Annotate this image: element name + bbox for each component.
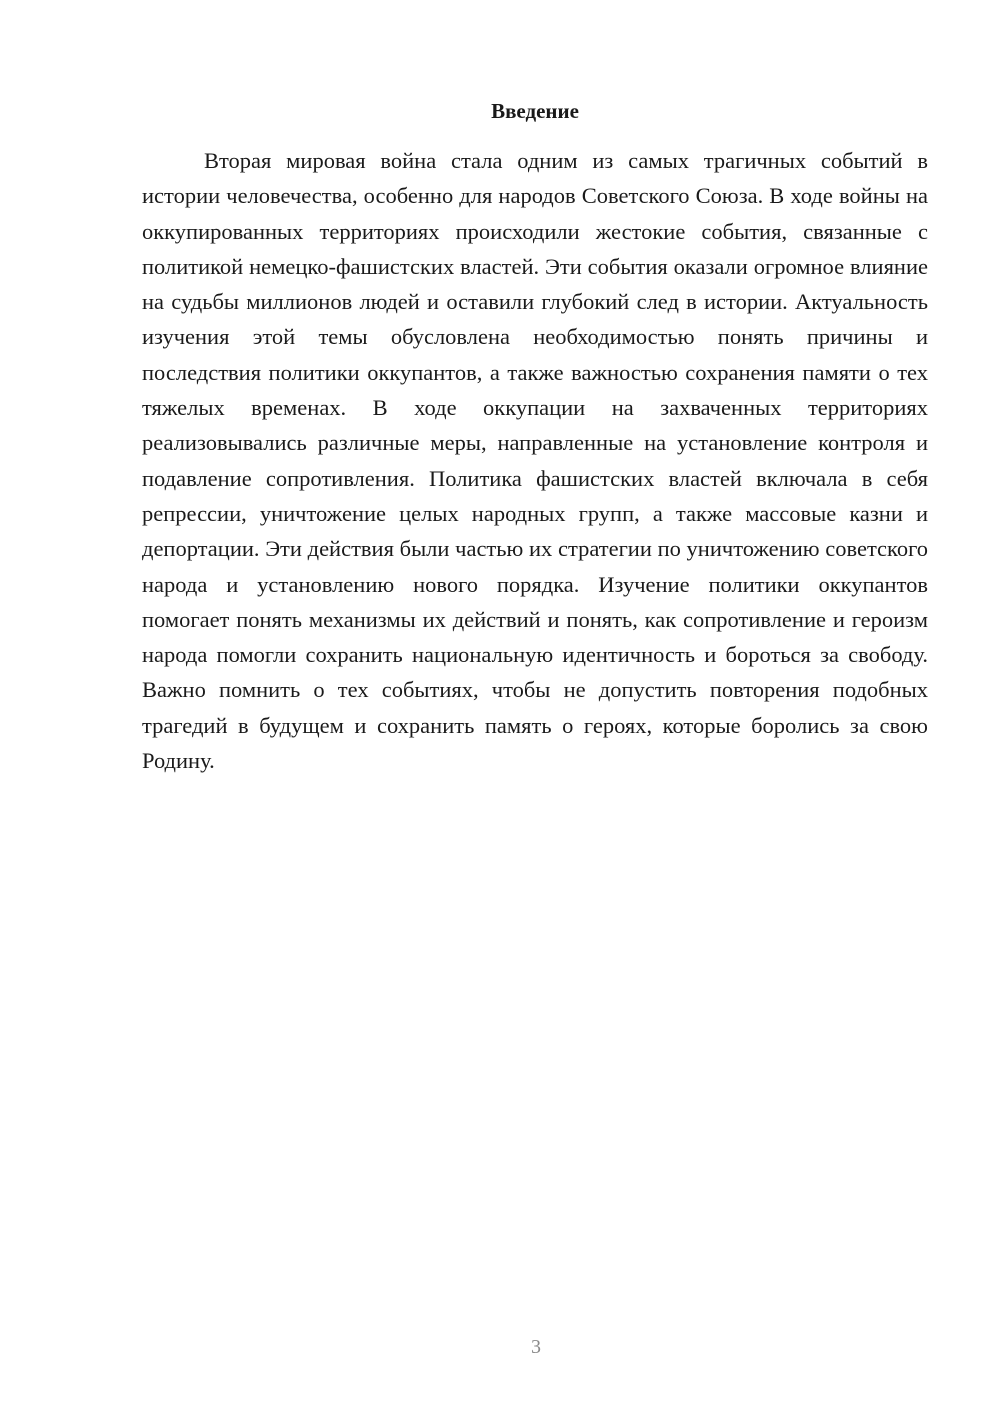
page-number: 3 <box>531 1336 541 1358</box>
intro-paragraph: Вторая мировая война стала одним из самых трагичных событий в истории человечества, особенно для народов Советского Союза. В ходе войны на оккупированных территориях происходили жестокие события, связанные с политикой немецко-фашистских властей. Эти события оказали огромное влияние на судьбы миллионов людей и оставили глубокий след в истории. Актуальность изучения этой темы обусловлена необходимостью понять причины и последствия политики оккупантов, а также важностью сохранения памяти о тех тяжелых временах. В ходе оккупации на захваченных территориях реализовывались различные меры, направленные на установление контроля и подавление сопротивления. Политика фашистских властей включала в себя репрессии, уничтожение целых народных групп, а также массовые казни и депортации. Эти действия были частью их стратегии по уничтожению советского народа и установлению нового порядка. Изучение политики оккупантов помогает понять механизмы их действий и понять, как сопротивление и героизм народа помогли сохранить национальную идентичность и бороться за свободу. Важно помнить о тех событиях, чтобы не допустить повторения подобных трагедий в будущем и сохранить память о героях, которые боролись за свою Родину. <box>142 148 928 774</box>
section-heading: Введение <box>491 99 579 123</box>
